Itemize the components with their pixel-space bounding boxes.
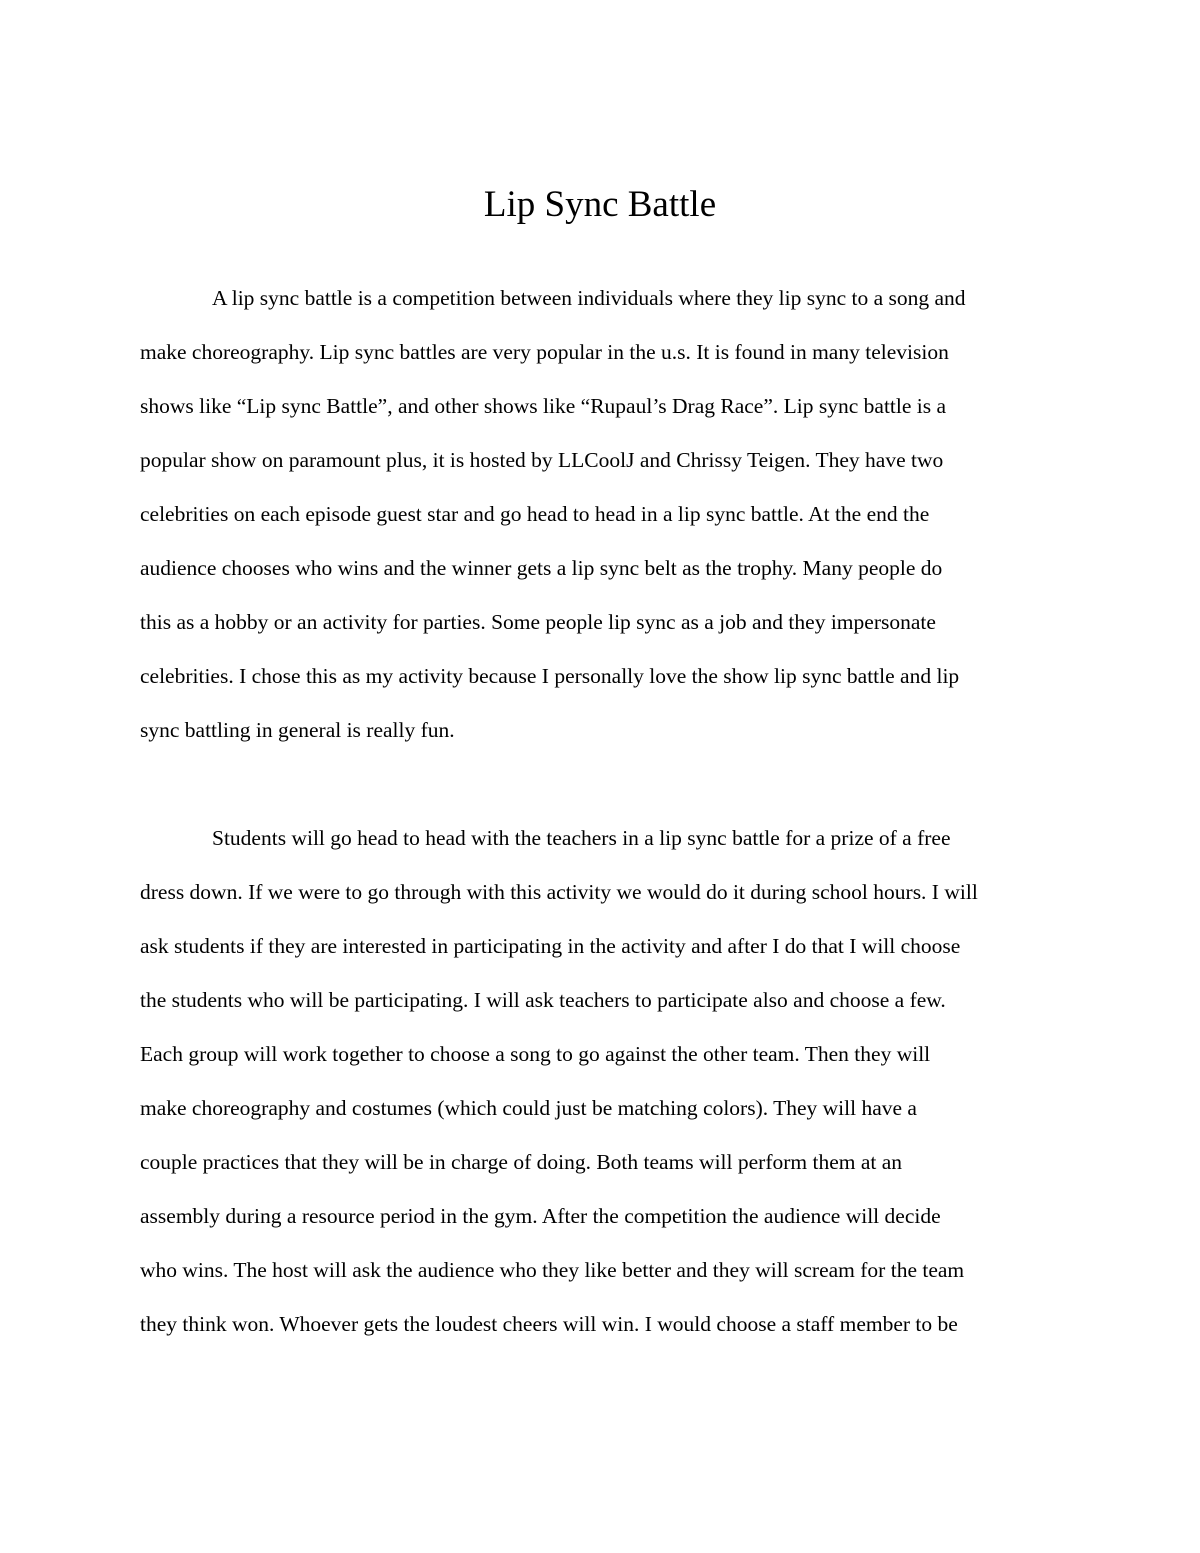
paragraph-2-line-6: make choreography and costumes (which could just be matching colors). They will have a <box>140 1096 917 1120</box>
paragraph-2-line-2: dress down. If we were to go through with this activity we would do it during school hours. I will <box>140 880 978 904</box>
paragraph-2-line-5: Each group will work together to choose a song to go against the other team. Then they will <box>140 1042 931 1066</box>
paragraph-1-line-2: make choreography. Lip sync battles are very popular in the u.s. It is found in many television <box>140 340 949 364</box>
paragraph-1-line-3: shows like “Lip sync Battle”, and other shows like “Rupaul’s Drag Race”. Lip sync battle is a <box>140 394 947 418</box>
paragraph-1-line-6: audience chooses who wins and the winner gets a lip sync belt as the trophy. Many people do <box>140 556 943 580</box>
paragraph-1-line-7: this as a hobby or an activity for parties. Some people lip sync as a job and they impersonate <box>140 610 936 634</box>
paragraph-2-line-10: they think won. Whoever gets the loudest cheers will win. I would choose a staff member to be <box>140 1312 958 1336</box>
paragraph-2-line-9: who wins. The host will ask the audience who they like better and they will scream for the team <box>140 1258 965 1282</box>
paragraph-2-line-7: couple practices that they will be in charge of doing. Both teams will perform them at an <box>140 1150 903 1174</box>
paragraph-1-line-8: celebrities. I chose this as my activity because I personally love the show lip sync battle and lip <box>140 664 960 688</box>
paragraph-1-line-4: popular show on paramount plus, it is hosted by LLCoolJ and Chrissy Teigen. They have two <box>140 448 944 472</box>
paragraph-1-line-1: A lip sync battle is a competition between individuals where they lip sync to a song and <box>212 286 966 310</box>
paragraph-1-line-9: sync battling in general is really fun. <box>140 718 455 742</box>
paragraph-2-line-3: ask students if they are interested in participating in the activity and after I do that I will choose <box>140 934 961 958</box>
document-title: Lip Sync Battle <box>483 184 717 225</box>
paragraph-2-line-8: assembly during a resource period in the gym. After the competition the audience will decide <box>140 1204 941 1228</box>
paragraph-1-line-5: celebrities on each episode guest star and go head to head in a lip sync battle. At the end the <box>140 502 930 526</box>
paragraph-2-line-4: the students who will be participating. I will ask teachers to participate also and choose a few. <box>140 988 946 1012</box>
paragraph-2-line-1: Students will go head to head with the teachers in a lip sync battle for a prize of a free <box>212 826 951 850</box>
